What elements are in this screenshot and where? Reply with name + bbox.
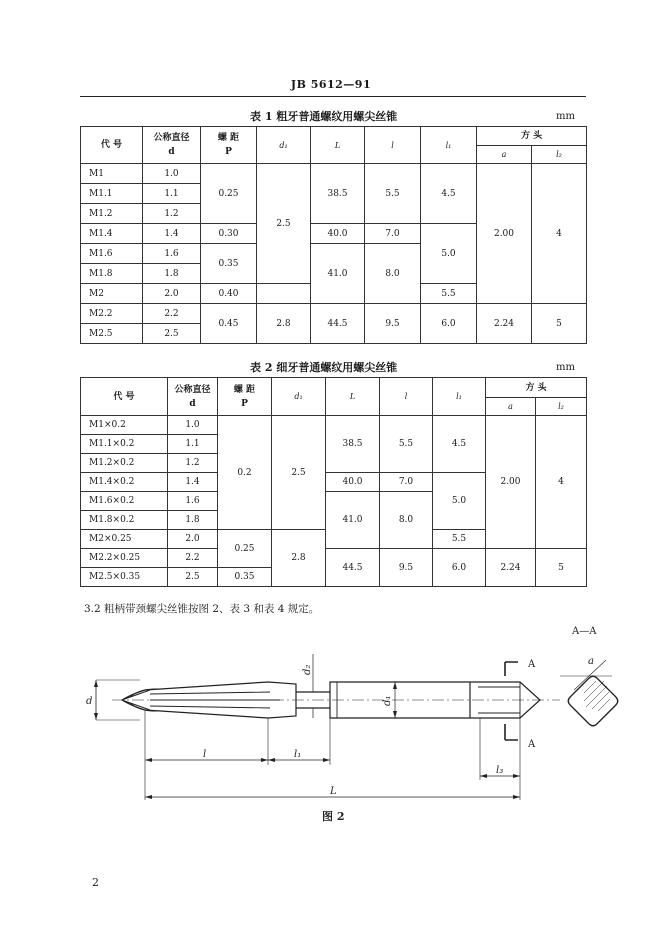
t2-h-square: 方 头 xyxy=(486,378,587,398)
t2-a: 2.24 xyxy=(486,549,536,587)
t1-d: 1.6 xyxy=(143,244,201,264)
t2-d: 1.2 xyxy=(168,454,218,473)
t2-d: 2.2 xyxy=(168,549,218,568)
t1-code: M1.8 xyxy=(81,264,143,284)
t1-h-L: L xyxy=(311,127,365,164)
section-mark-A-bottom: A xyxy=(528,739,536,750)
t1-a: 2.24 xyxy=(477,304,532,344)
t1-l2: 4 xyxy=(532,164,587,304)
t1-L: 40.0 xyxy=(311,224,365,244)
t2-h-a: a xyxy=(486,398,536,416)
t1-L: 44.5 xyxy=(311,304,365,344)
t1-d: 2.2 xyxy=(143,304,201,324)
t2-L: 40.0 xyxy=(326,473,380,492)
table1-title: 表 1 粗牙普通螺纹用螺尖丝锥 xyxy=(250,110,398,123)
t1-h-pitch: 螺 距 P xyxy=(201,127,257,164)
t2-h-l2: l₂ xyxy=(536,398,587,416)
t1-code: M2.5 xyxy=(81,324,143,344)
t1-h-square: 方 头 xyxy=(477,127,587,146)
t2-pitch: 0.35 xyxy=(218,568,272,587)
t1-d: 1.8 xyxy=(143,264,201,284)
t2-l: 7.0 xyxy=(380,473,433,492)
t2-h-L: L xyxy=(326,378,380,416)
dim-d-label: d xyxy=(86,696,93,707)
figure-caption: 图 2 xyxy=(322,810,345,823)
t1-d: 1.1 xyxy=(143,184,201,204)
dim-l3-label: l₃ xyxy=(496,765,504,776)
t2-d: 1.1 xyxy=(168,435,218,454)
t2-d: 1.8 xyxy=(168,511,218,530)
t1-code: M2.2 xyxy=(81,304,143,324)
t1-code: M1 xyxy=(81,164,143,184)
t2-code: M1.6×0.2 xyxy=(81,492,168,511)
t1-pitch: 0.25 xyxy=(201,164,257,224)
dim-a-label: a xyxy=(588,656,594,667)
t1-l: 9.5 xyxy=(365,304,421,344)
t2-L: 38.5 xyxy=(326,416,380,473)
t2-code: M1×0.2 xyxy=(81,416,168,435)
t2-code: M1.4×0.2 xyxy=(81,473,168,492)
t1-l1: 5.5 xyxy=(421,284,477,304)
t2-code: M1.2×0.2 xyxy=(81,454,168,473)
t1-l: 8.0 xyxy=(365,244,421,304)
t1-h-d1: d₁ xyxy=(257,127,311,164)
t1-l2: 5 xyxy=(532,304,587,344)
t2-h-nominal: 公称直径 d xyxy=(168,378,218,416)
t1-pitch: 0.30 xyxy=(201,224,257,244)
t2-l: 8.0 xyxy=(380,492,433,549)
t2-pitch: 0.25 xyxy=(218,530,272,568)
t1-d: 1.2 xyxy=(143,204,201,224)
dim-L-label: L xyxy=(330,786,337,797)
t1-L: 41.0 xyxy=(311,244,365,304)
t1-code: M1.2 xyxy=(81,204,143,224)
t2-pitch: 0.2 xyxy=(218,416,272,530)
t2-l1: 5.5 xyxy=(433,530,486,549)
t2-h-d1: d₁ xyxy=(272,378,326,416)
t1-h-l1: l₁ xyxy=(421,127,477,164)
dim-l1-label: l₁ xyxy=(294,749,302,760)
t2-L: 41.0 xyxy=(326,492,380,549)
t2-code: M2.5×0.35 xyxy=(81,568,168,587)
t2-d: 1.6 xyxy=(168,492,218,511)
t1-code: M1.6 xyxy=(81,244,143,264)
t2-d: 2.5 xyxy=(168,568,218,587)
t2-l2: 4 xyxy=(536,416,587,549)
table2-title: 表 2 细牙普通螺纹用螺尖丝锥 xyxy=(250,361,398,374)
dim-d1-label: d₁ xyxy=(382,695,393,706)
t1-d: 2.0 xyxy=(143,284,201,304)
t2-d: 1.4 xyxy=(168,473,218,492)
t1-h-l: l xyxy=(365,127,421,164)
t2-h-l1: l₁ xyxy=(433,378,486,416)
t1-pitch: 0.40 xyxy=(201,284,257,304)
t2-h-pitch: 螺 距 P xyxy=(218,378,272,416)
t1-l: 5.5 xyxy=(365,164,421,224)
table1-unit: mm xyxy=(556,111,575,122)
t2-l: 5.5 xyxy=(380,416,433,473)
t2-L: 44.5 xyxy=(326,549,380,587)
t1-code: M1.4 xyxy=(81,224,143,244)
t2-code: M1.8×0.2 xyxy=(81,511,168,530)
t2-a: 2.00 xyxy=(486,416,536,549)
t2-d: 1.0 xyxy=(168,416,218,435)
t2-code: M2.2×0.25 xyxy=(81,549,168,568)
t1-h-code: 代 号 xyxy=(81,127,143,164)
t1-d: 1.4 xyxy=(143,224,201,244)
t1-h-nominal: 公称直径 d xyxy=(143,127,201,164)
t1-code: M2 xyxy=(81,284,143,304)
section-mark-A-top: A xyxy=(528,659,536,670)
t1-d1: 2.5 xyxy=(257,164,311,284)
t2-h-l: l xyxy=(380,378,433,416)
t2-d1: 2.5 xyxy=(272,416,326,530)
t2-l1: 6.0 xyxy=(433,549,486,587)
t1-pitch: 0.45 xyxy=(201,304,257,344)
t1-code: M1.1 xyxy=(81,184,143,204)
document-header: JB 5612—91 xyxy=(290,78,372,91)
t1-d: 2.5 xyxy=(143,324,201,344)
t1-l: 7.0 xyxy=(365,224,421,244)
section-view-label: A—A xyxy=(572,626,597,637)
t2-d: 2.0 xyxy=(168,530,218,549)
t1-l1: 4.5 xyxy=(421,164,477,224)
t2-code: M2×0.25 xyxy=(81,530,168,549)
dim-d2-label: d₂ xyxy=(302,664,313,675)
t1-d: 1.0 xyxy=(143,164,201,184)
t2-l: 9.5 xyxy=(380,549,433,587)
t1-h-a: a xyxy=(477,146,532,164)
t2-l1: 4.5 xyxy=(433,416,486,473)
t2-code: M1.1×0.2 xyxy=(81,435,168,454)
t1-l1: 6.0 xyxy=(421,304,477,344)
t1-d1: 2.8 xyxy=(257,304,311,344)
t2-l2: 5 xyxy=(536,549,587,587)
t1-a: 2.00 xyxy=(477,164,532,304)
t1-h-l2: l₂ xyxy=(532,146,587,164)
t2-l1: 5.0 xyxy=(433,473,486,530)
table2-unit: mm xyxy=(556,362,575,373)
page-number: 2 xyxy=(92,876,99,889)
t2-h-code: 代 号 xyxy=(81,378,168,416)
dim-l-label: l xyxy=(203,749,207,760)
section-3-2-text: 3.2 粗柄带颈螺尖丝锥按图 2、表 3 和表 4 规定。 xyxy=(84,603,320,615)
t1-L: 38.5 xyxy=(311,164,365,224)
t1-pitch: 0.35 xyxy=(201,244,257,284)
t2-d1: 2.8 xyxy=(272,530,326,587)
t1-l1: 5.0 xyxy=(421,224,477,284)
